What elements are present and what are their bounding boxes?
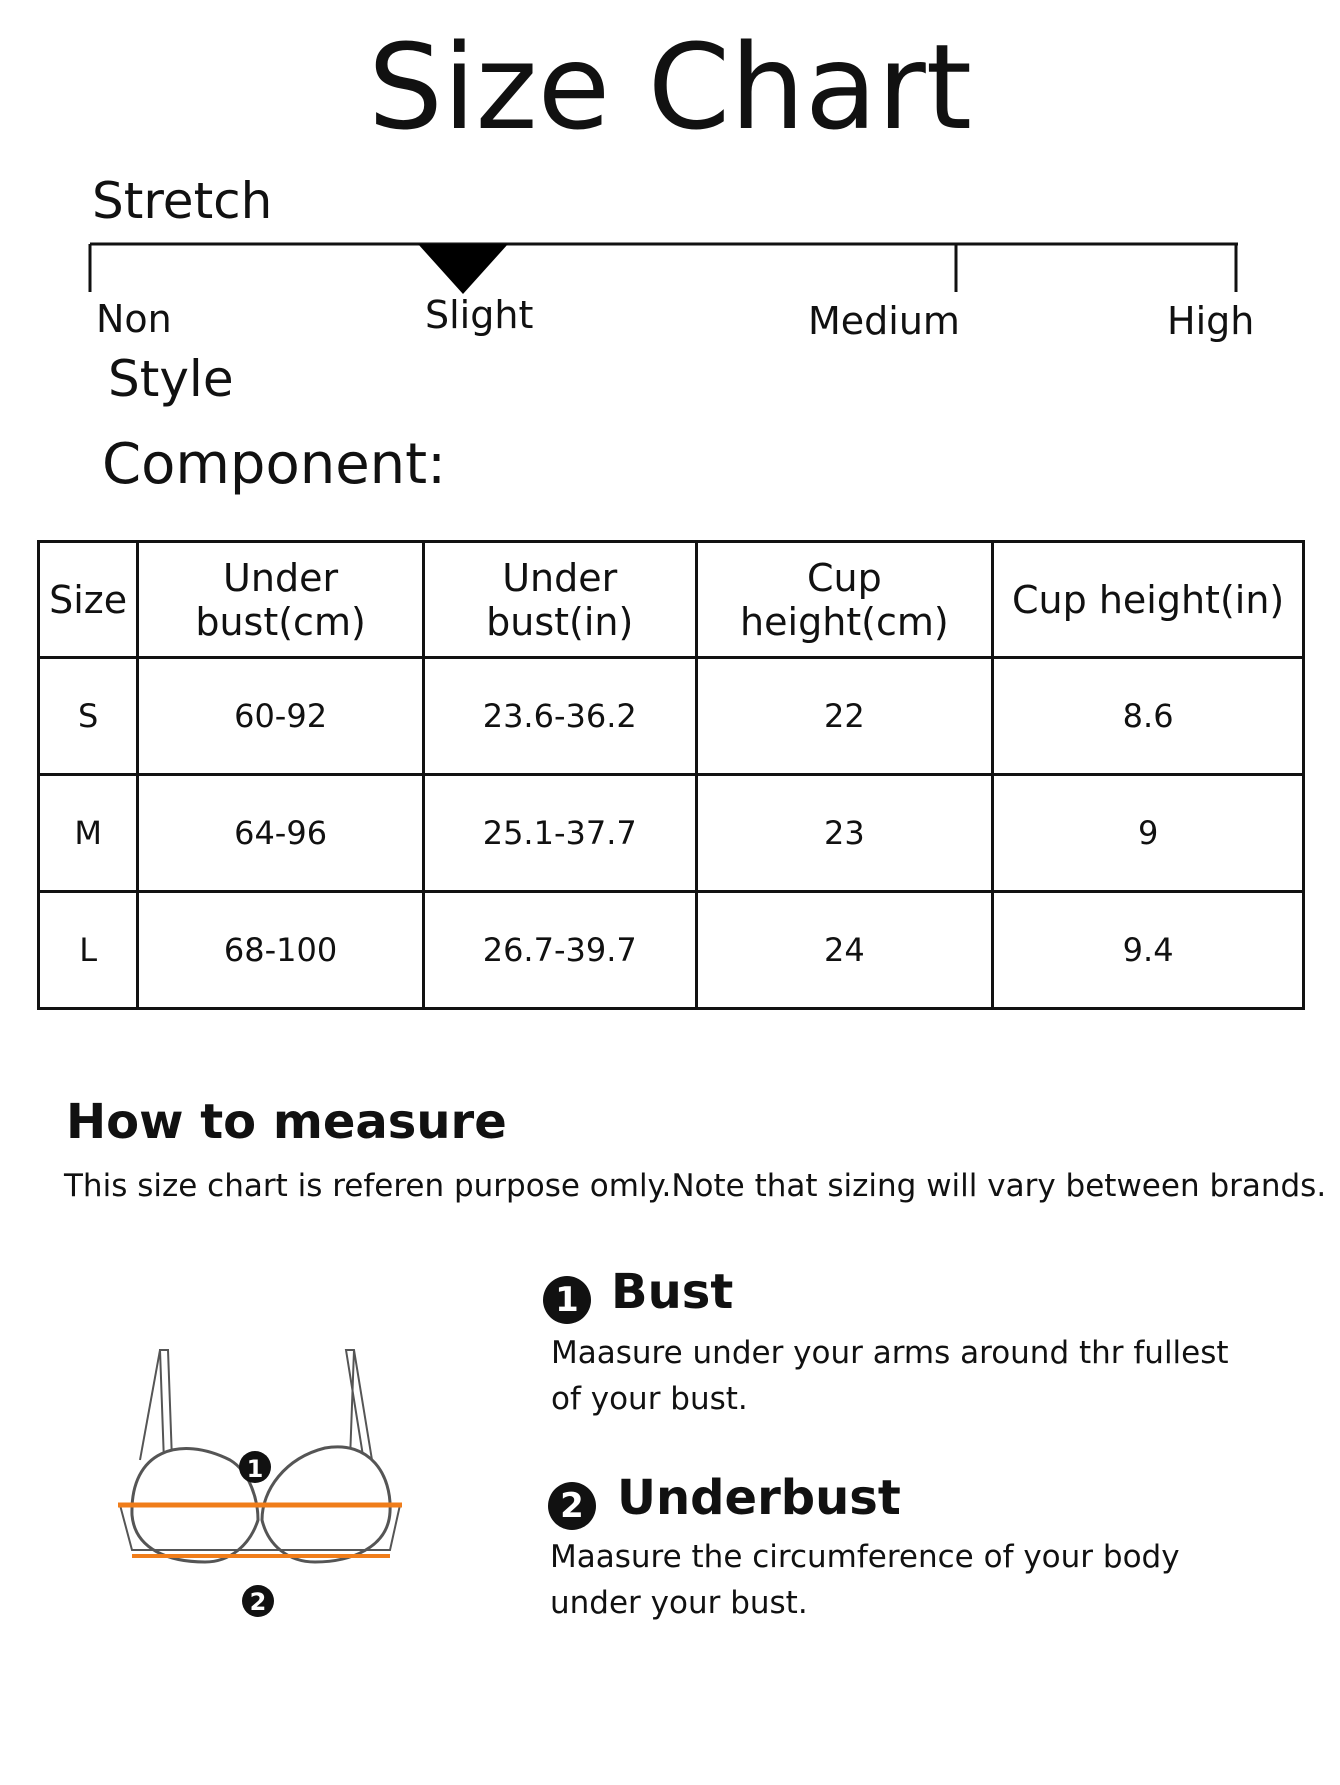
step-2-badge: 2 <box>548 1482 596 1530</box>
bra-measurement-illustration <box>110 1340 410 1650</box>
stretch-level-medium: Medium <box>808 299 960 343</box>
cell-size: M <box>39 775 138 892</box>
cell-cup-height-in: 9 <box>993 775 1304 892</box>
page-title: Size Chart <box>367 18 972 156</box>
table-row <box>39 658 1304 775</box>
marker-1-label: 1 <box>246 1455 264 1483</box>
style-label: Style <box>108 350 234 408</box>
component-label: Component: <box>102 432 446 497</box>
left-strap <box>160 1350 172 1462</box>
right-strap-inner <box>350 1350 354 1460</box>
cell-cup-height-cm: 23 <box>696 775 993 892</box>
table-header-row <box>39 542 1304 658</box>
how-to-measure-title: How to measure <box>66 1094 507 1150</box>
cell-cup-height-cm: 24 <box>696 892 993 1009</box>
stretch-scale <box>88 240 1240 300</box>
cell-cup-height-in: 8.6 <box>993 658 1304 775</box>
header-cup-height-in: Cup height(in) <box>993 542 1304 658</box>
cell-cup-height-cm: 22 <box>696 658 993 775</box>
cell-under-bust-in: 26.7-39.7 <box>423 892 696 1009</box>
header-cup-height-cm: Cup height(cm) <box>696 542 993 658</box>
cell-under-bust-cm: 64-96 <box>138 775 424 892</box>
cell-size: S <box>39 658 138 775</box>
cell-under-bust-cm: 68-100 <box>138 892 424 1009</box>
step-2-description: Maasure the circumference of your body under your bust. <box>550 1539 1180 1621</box>
left-strap-outer <box>140 1350 160 1460</box>
header-size: Size <box>39 542 138 658</box>
stretch-level-non: Non <box>96 297 172 341</box>
how-to-measure-note: This size chart is referen purpose omly.Note that sizing will vary between brands. <box>64 1168 1327 1204</box>
cell-under-bust-cm: 60-92 <box>138 658 424 775</box>
cell-size: L <box>39 892 138 1009</box>
step-1-description: Maasure under your arms around thr fullest of your bust. <box>551 1335 1229 1417</box>
cell-under-bust-in: 23.6-36.2 <box>423 658 696 775</box>
step-1-title: Bust <box>611 1264 734 1320</box>
step-2-title: Underbust <box>617 1470 901 1526</box>
stretch-level-slight: Slight <box>425 293 534 337</box>
header-under-bust-cm: Under bust(cm) <box>138 542 424 658</box>
step-1-badge: 1 <box>543 1276 591 1324</box>
header-under-bust-in: Under bust(in) <box>423 542 696 658</box>
cell-under-bust-in: 25.1-37.7 <box>423 775 696 892</box>
table-row <box>39 892 1304 1009</box>
table-row <box>39 775 1304 892</box>
marker-2-label: 2 <box>249 1588 267 1616</box>
stretch-indicator-triangle <box>418 244 508 294</box>
stretch-level-high: High <box>1167 299 1255 343</box>
cell-cup-height-in: 9.4 <box>993 892 1304 1009</box>
stretch-label: Stretch <box>92 172 273 230</box>
size-table <box>37 540 1305 1010</box>
